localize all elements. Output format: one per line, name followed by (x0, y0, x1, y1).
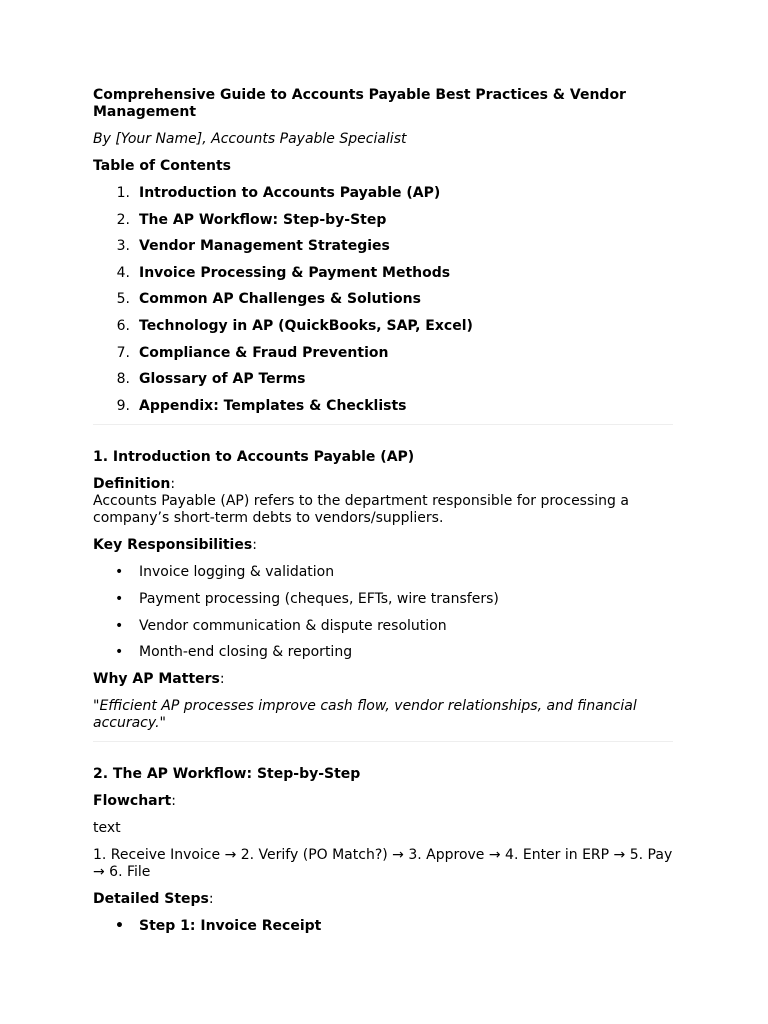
bullet-icon: • (115, 644, 124, 661)
colon: : (219, 670, 225, 687)
toc-label: Technology in AP (QuickBooks, SAP, Excel) (139, 317, 473, 334)
list-item (93, 564, 673, 581)
byline: By [Your Name], Accounts Payable Specialist (93, 131, 407, 147)
quote (93, 698, 673, 732)
toc-number: 6. (116, 317, 130, 334)
responsibilities-list (93, 564, 673, 661)
document-title: Comprehensive Guide to Accounts Payable Best Practices & Vendor Management (93, 87, 626, 120)
toc-item[interactable] (93, 185, 673, 202)
list-item-text: Payment processing (cheques, EFTs, wire transfers) (139, 590, 499, 607)
quote-open: " (93, 697, 100, 714)
toc-label: Vendor Management Strategies (139, 238, 390, 255)
list-item-text: Invoice logging & validation (139, 564, 335, 581)
toc-item[interactable] (93, 212, 673, 229)
toc-item[interactable] (93, 345, 673, 362)
bullet-icon: • (115, 617, 124, 634)
flow-text: 1. Receive Invoice → 2. Verify (PO Match?) → 3. Approve → 4. Enter in ERP → 5. Pay → 6. File (93, 846, 673, 880)
list-item-text: Month-end closing & reporting (139, 644, 353, 661)
toc-item[interactable] (93, 398, 673, 415)
responsibilities-paragraph (93, 537, 673, 554)
list-item (93, 918, 673, 935)
toc-heading: Table of Contents (93, 158, 232, 174)
code-language-label: text (93, 819, 121, 836)
toc-item[interactable] (93, 238, 673, 255)
document-page (93, 87, 673, 944)
toc-label: Invoice Processing & Payment Methods (139, 264, 451, 281)
toc-number: 3. (116, 238, 130, 255)
list-item (93, 618, 673, 635)
definition-paragraph (93, 476, 673, 527)
list-item-text: Step 1: Invoice Receipt (139, 917, 322, 934)
bullet-icon: • (115, 564, 124, 581)
toc-number: 5. (116, 291, 130, 308)
definition-text: Accounts Payable (AP) refers to the department responsible for processing a company’s short-term debts to vendors/suppliers. (93, 493, 629, 527)
list-item (93, 591, 673, 608)
toc-number: 4. (116, 264, 130, 281)
toc-number: 7. (116, 344, 130, 361)
why-paragraph (93, 671, 673, 688)
colon: : (252, 537, 257, 554)
toc-number: 9. (116, 397, 130, 414)
responsibilities-label: Key Responsibilities (93, 537, 253, 554)
colon: : (208, 890, 214, 907)
toc-number: 1. (116, 185, 130, 201)
section-divider (93, 424, 673, 425)
toc-label: Appendix: Templates & Checklists (139, 397, 407, 414)
toc-label: Introduction to Accounts Payable (AP) (139, 185, 441, 201)
colon: : (170, 476, 176, 493)
detailed-steps-paragraph (93, 891, 673, 908)
section2-heading: 2. The AP Workflow: Step-by-Step (93, 765, 361, 782)
quote-close: " (159, 714, 166, 731)
toc-label: The AP Workflow: Step-by-Step (139, 211, 387, 228)
flowchart-label: Flowchart (93, 792, 172, 809)
list-item (93, 644, 673, 661)
why-label: Why AP Matters (93, 670, 220, 687)
detailed-steps-label: Detailed Steps (93, 890, 209, 907)
list-item-text: Vendor communication & dispute resolution (139, 617, 447, 634)
quote-text: Efficient AP processes improve cash flow, vendor relationships, and financial accuracy. (93, 697, 637, 731)
bullet-icon: • (115, 917, 124, 934)
bullet-icon: • (115, 590, 124, 607)
toc-number: 8. (116, 371, 130, 388)
section-divider (93, 741, 673, 742)
toc-item[interactable] (93, 371, 673, 388)
toc-label: Compliance & Fraud Prevention (139, 344, 389, 361)
colon: : (171, 792, 176, 809)
steps-list (93, 918, 673, 935)
toc-item[interactable] (93, 291, 673, 308)
toc-item[interactable] (93, 265, 673, 282)
flowchart-paragraph (93, 793, 673, 810)
definition-label: Definition (93, 476, 171, 493)
toc-number: 2. (116, 211, 130, 228)
toc-item[interactable] (93, 318, 673, 335)
section1-heading: 1. Introduction to Accounts Payable (AP) (93, 449, 415, 466)
toc-label: Glossary of AP Terms (139, 371, 306, 388)
toc-label: Common AP Challenges & Solutions (139, 291, 421, 308)
table-of-contents (93, 185, 673, 415)
